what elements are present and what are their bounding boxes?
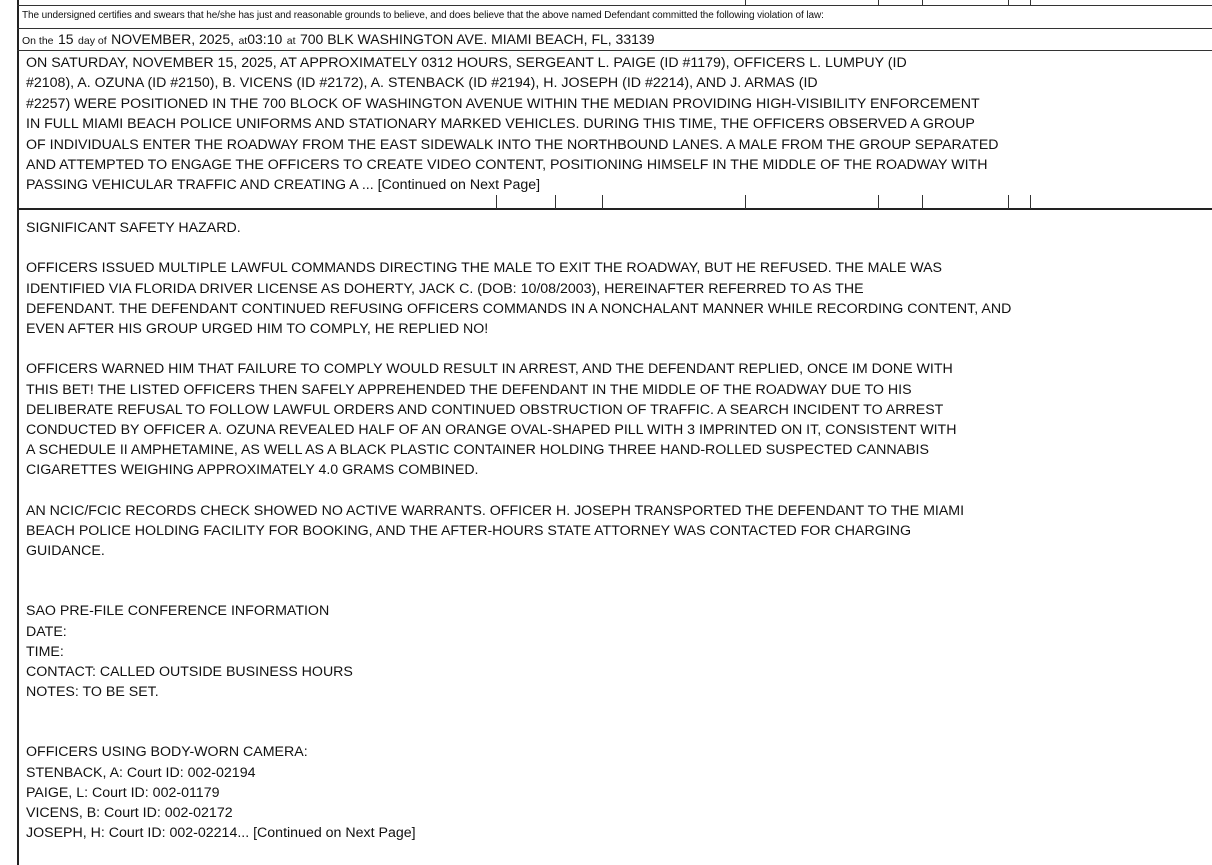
narrative-line: IN FULL MIAMI BEACH POLICE UNIFORMS AND STATIONARY MARKED VEHICLES. DURING THIS TIME, THE OFFICERS OBSERVED A GROUP: [26, 116, 975, 133]
occurrence-location: 700 BLK WASHINGTON AVE. MIAMI BEACH, FL, 33139: [299, 31, 655, 47]
occurrence-line: [22, 31, 655, 49]
narrative-line: ON SATURDAY, NOVEMBER 15, 2025, AT APPROXIMATELY 0312 HOURS, SERGEANT L. PAIGE (ID #1179), OFFICERS L. LUMPUY (ID: [26, 55, 907, 71]
narrative-line: PASSING VEHICULAR TRAFFIC AND CREATING A ... [Continued on Next Page]: [26, 177, 541, 194]
certification-rule: [17, 28, 1212, 29]
body-camera-line: VICENS, B: Court ID: 002-02172: [26, 805, 233, 822]
form-left-border: [17, 0, 19, 865]
sao-conference-line: TIME:: [26, 643, 64, 660]
continuation-line: DEFENDANT. THE DEFENDANT CONTINUED REFUSING OFFICERS COMMANDS IN A NONCHALANT MANNER WHILE RECORDING CONTENT, AND: [26, 300, 1012, 317]
body-camera-line: OFFICERS USING BODY-WORN CAMERA:: [26, 744, 308, 761]
occurrence-month-year: NOVEMBER, 2025,: [111, 31, 235, 47]
narrative-bottom-rule: [17, 208, 1212, 210]
body-camera-line: JOSEPH, H: Court ID: 002-02214... [Continued on Next Page]: [26, 825, 416, 842]
sao-conference-line: DATE:: [26, 623, 67, 640]
sao-conference-line: SAO PRE-FILE CONFERENCE INFORMATION: [26, 603, 330, 620]
narrative-line: #2257) WERE POSITIONED IN THE 700 BLOCK OF WASHINGTON AVENUE WITHIN THE MEDIAN PROVIDING HIGH-VISIBILITY ENFORCEMENT: [26, 95, 980, 112]
at-label: at: [238, 35, 248, 47]
continuation-line: OFFICERS WARNED HIM THAT FAILURE TO COMPLY WOULD RESULT IN ARREST, AND THE DEFENDANT REPLIED, ONCE IM DONE WITH: [26, 361, 953, 378]
at-location-label: at: [286, 35, 296, 47]
certification-statement: The undersigned certifies and swears that he/she has just and reasonable grounds to believe, and does believe that the above named Defendant committed the following violation of law:: [22, 10, 824, 21]
continuation-line: THIS BET! THE LISTED OFFICERS THEN SAFELY APPREHENDED THE DEFENDANT IN THE MIDDLE OF THE ROADWAY DUE TO HIS: [26, 381, 912, 398]
continuation-line: SIGNIFICANT SAFETY HAZARD.: [26, 220, 241, 236]
continuation-line: A SCHEDULE II AMPHETAMINE, AS WELL AS A BLACK PLASTIC CONTAINER HOLDING THREE HAND-ROLLED SUSPECTED CANNABIS: [26, 442, 929, 459]
continuation-line: DELIBERATE REFUSAL TO FOLLOW LAWFUL ORDERS AND CONTINUED OBSTRUCTION OF TRAFFIC. A SEARCH INCIDENT TO ARREST: [26, 401, 944, 418]
day-of-label: day of: [78, 35, 107, 47]
occurrence-day: 15: [57, 31, 74, 47]
occurrence-rule: [17, 50, 1212, 51]
sao-conference-line: NOTES: TO BE SET.: [26, 684, 159, 701]
continuation-block: [26, 218, 1210, 843]
continuation-line: GUIDANCE.: [26, 543, 105, 560]
occurrence-time: 03:10: [247, 31, 283, 47]
narrative-line: AND ATTEMPTED TO ENGAGE THE OFFICERS TO CREATE VIDEO CONTENT, POSITIONING HIMSELF IN THE MIDDLE OF THE ROADWAY WITH: [26, 157, 988, 174]
form-top-rule: [17, 5, 1212, 6]
narrative-line: #2108), A. OZUNA (ID #2150), B. VICENS (ID #2172), A. STENBACK (ID #2194), H. JOSEPH (ID #2214), AND J. ARMAS (ID: [26, 75, 818, 92]
continuation-line: BEACH POLICE HOLDING FACILITY FOR BOOKING, AND THE AFTER-HOURS STATE ATTORNEY WAS CONTACTED FOR CHARGING: [26, 523, 911, 539]
continuation-line: CIGARETTES WEIGHING APPROXIMATELY 4.0 GRAMS COMBINED.: [26, 462, 479, 479]
continuation-line: OFFICERS ISSUED MULTIPLE LAWFUL COMMANDS DIRECTING THE MALE TO EXIT THE ROADWAY, BUT HE REFUSED. THE MALE WAS: [26, 260, 943, 277]
narrative-block: [26, 53, 1206, 196]
continuation-line: IDENTIFIED VIA FLORIDA DRIVER LICENSE AS DOHERTY, JACK C. (DOB: 10/08/2003), HEREINAFTER REFERRED TO AS THE: [26, 280, 864, 297]
continuation-line: AN NCIC/FCIC RECORDS CHECK SHOWED NO ACTIVE WARRANTS. OFFICER H. JOSEPH TRANSPORTED THE DEFENDANT TO THE MIAMI: [26, 502, 965, 519]
body-camera-line: PAIGE, L: Court ID: 002-01179: [26, 784, 220, 801]
body-camera-line: STENBACK, A: Court ID: 002-02194: [26, 764, 256, 781]
continuation-line: EVEN AFTER HIS GROUP URGED HIM TO COMPLY, HE REPLIED NO!: [26, 321, 489, 337]
narrative-line: OF INDIVIDUALS ENTER THE ROADWAY FROM THE EAST SIDEWALK INTO THE NORTHBOUND LANES. A MALE FROM THE GROUP SEPARATED: [26, 136, 999, 153]
sao-conference-line: CONTACT: CALLED OUTSIDE BUSINESS HOURS: [26, 664, 353, 681]
continuation-line: CONDUCTED BY OFFICER A. OZUNA REVEALED HALF OF AN ORANGE OVAL-SHAPED PILL WITH 3 IMPRINTED ON IT, CONSISTENT WITH: [26, 422, 957, 438]
on-the-label: On the: [22, 35, 54, 47]
